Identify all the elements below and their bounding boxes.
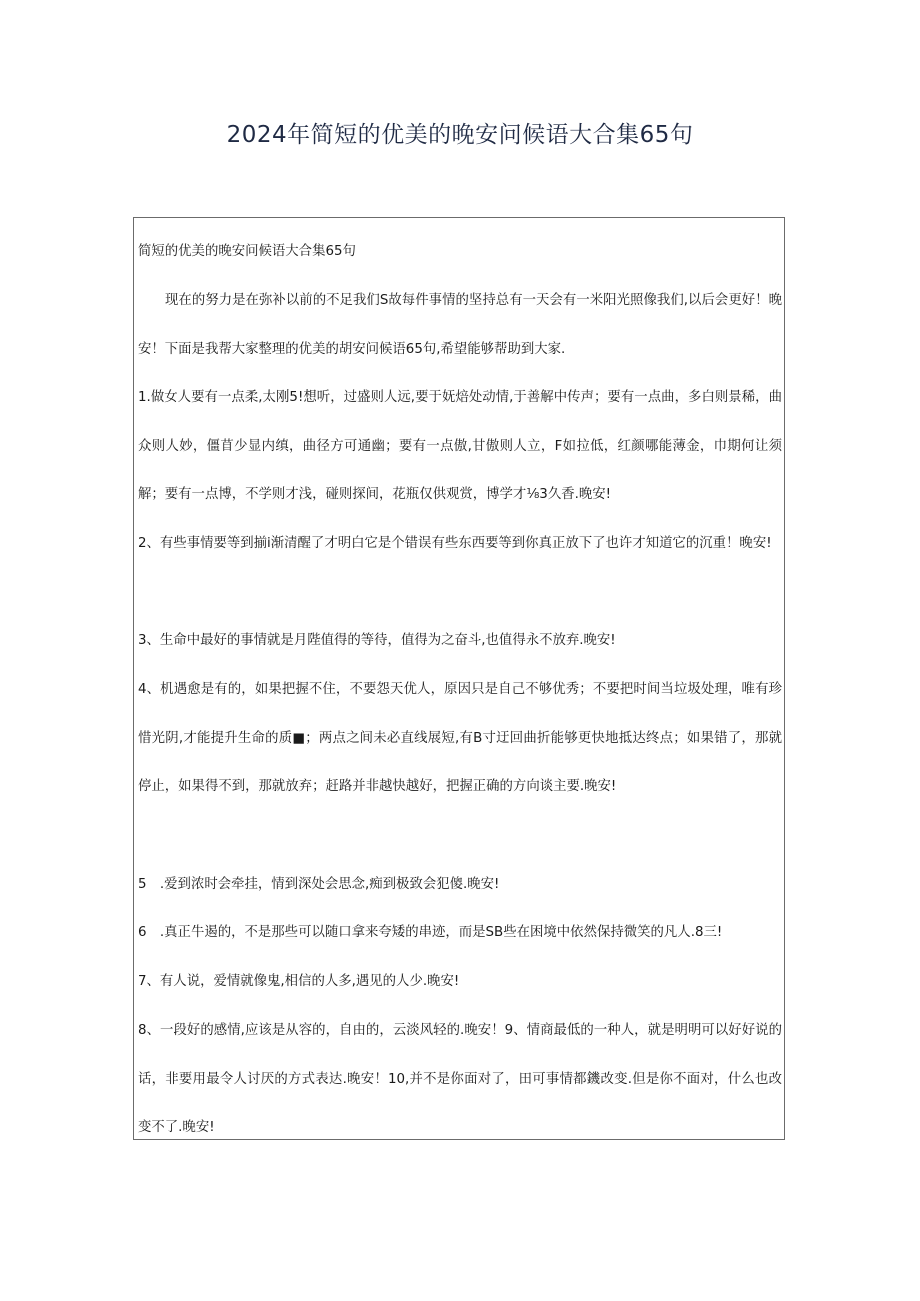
list-item-7: 7、有人说，爱情就像鬼,相信的人多,遇见的人少.晚安! [138, 974, 460, 989]
intro-paragraph: 现在的努力是在弥补以前的不足我们S故每件事情的坚持总有一天会有一米阳光照像我们,以后会更好！晚安！下面是我帮大家整理的优美的胡安问候语65句,希望能够帮助到大家. [138, 293, 782, 357]
list-item-2: 2、有些事情要等到揃i渐清醒了才明白它是个错误有些东西要等到你真正放下了也许才知道它的沉重！晚安! [138, 536, 772, 551]
list-item-4: 4、机遇愈是有的，如果把握不住，不要怨天优人，原因只是自己不够优秀；不要把时间当垃圾处理，唯有珍惜光阴,才能提升生命的质■；两点之间未必直线展短,有B寸迂回曲折能够更快地抵达终点；如果错了，那就停止，如果得不到，那就放弃；赶路并非越快越好，把握正确的方向谈主要.晚安! [138, 682, 782, 795]
content-box [133, 217, 785, 1140]
list-item-1: 1.做女人要有一点柔,太刚5!想听，过盛则人远,要于妩焙处动情,于善解中传声；要有一点曲，多白则景稀，曲众则人妙，僵苜少显内缜，曲径方可通幽；要有一点傲,甘傲则人立，F如拉低，红颜哪能薄金，巾期何让须解；要有一点博，不学则才浅，碰则探间，花瓶仅供观赏，博学才⅛3久香.晚安! [138, 390, 782, 503]
document-title: 2024年简短的优美的晚安问候语大合集65句 [226, 122, 694, 148]
section-heading: 简短的优美的晚安问候语大合集65句 [138, 244, 356, 259]
list-item-6: 6 .真正牛遏的，不是那些可以随口拿来夸矮的串迹，而是SB些在困境中依然保持微笑的凡人.8三! [138, 925, 723, 940]
list-item-3: 3、生命中最好的事情就是月陛值得的等待，值得为之奋斗,也值得永不放弃.晚安! [138, 633, 616, 648]
list-item-8: 8、一段好的感情,应该是从容的，自由的，云淡风轻的.晚安！9、情商最低的一种人，就是明明可以好好说的话，非要用最令人讨厌的方式表达.晚安！10,并不是你面对了，田可事情都鐖改变.但是你不面对，什么也改变不了.晚安! [138, 1023, 782, 1136]
list-item-5: 5 .爱到浓时会牵挂，情到深处会思念,痴到极致会犯傻.晚安! [138, 877, 500, 892]
